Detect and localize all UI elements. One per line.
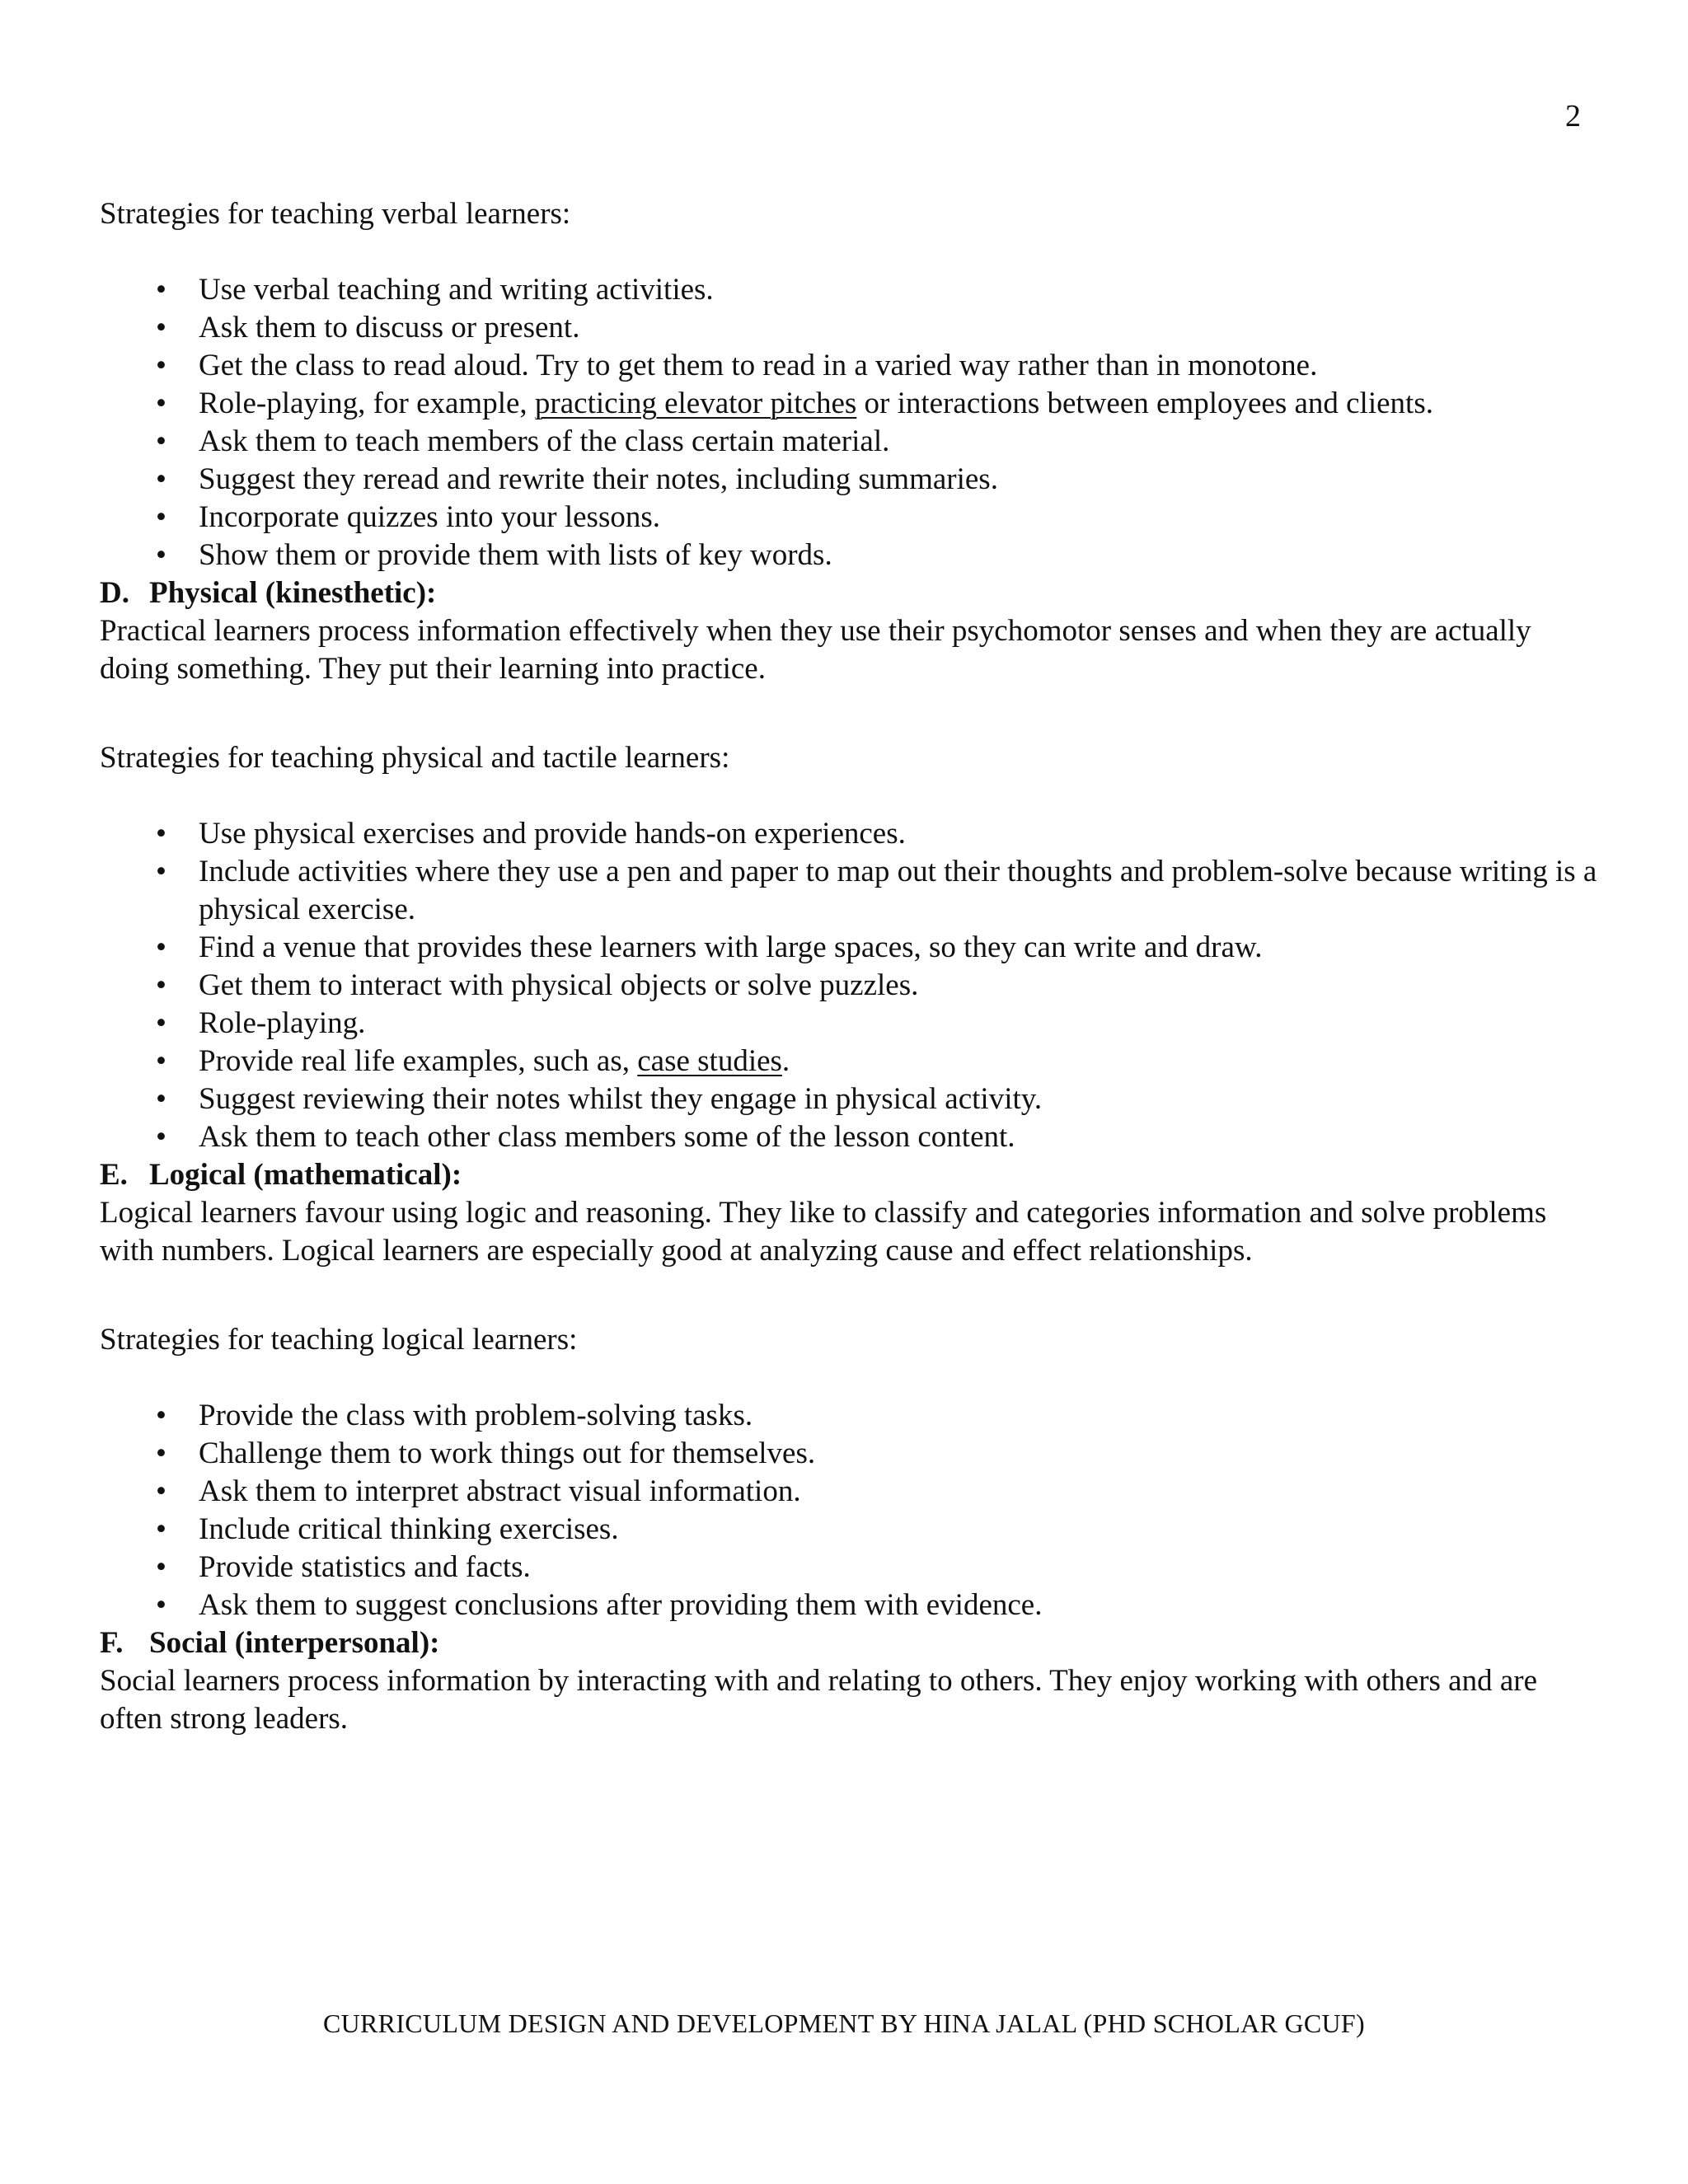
- list-item: • Show them or provide them with lists of key words.: [100, 537, 1600, 574]
- section-letter: D.: [100, 576, 129, 610]
- bullet-icon: •: [156, 1512, 166, 1546]
- bullet-icon: •: [156, 500, 166, 534]
- list-item: • Role-playing, for example, practicing elevator pitches or interactions between employees and clients.: [100, 385, 1600, 423]
- list-item: • Find a venue that provides these learners with large spaces, so they can write and draw.: [100, 929, 1600, 967]
- section-title: Logical (mathematical):: [149, 1158, 462, 1192]
- list-item: • Include critical thinking exercises.: [100, 1511, 1600, 1549]
- list-item: • Ask them to teach members of the class certain material.: [100, 423, 1600, 461]
- list-item: • Ask them to suggest conclusions after providing them with evidence.: [100, 1586, 1600, 1624]
- bullet-icon: •: [156, 1436, 166, 1470]
- section-title: Social (interpersonal):: [149, 1626, 440, 1660]
- verbal-strategies-intro: Strategies for teaching verbal learners:: [100, 197, 571, 231]
- list-item: • Role-playing.: [100, 1005, 1600, 1043]
- bullet-icon: •: [156, 349, 166, 382]
- bullet-icon: •: [156, 387, 166, 420]
- bullet-icon: •: [156, 817, 166, 851]
- page-content: [100, 195, 1600, 1738]
- list-item: • Challenge them to work things out for themselves.: [100, 1435, 1600, 1473]
- bullet-icon: •: [156, 1550, 166, 1584]
- section-letter: F.: [100, 1626, 124, 1660]
- physical-strategies-list: [100, 815, 1600, 1156]
- bullet-icon: •: [156, 1120, 166, 1154]
- list-item: • Use physical exercises and provide hands-on experiences.: [100, 815, 1600, 853]
- bullet-icon: •: [156, 1474, 166, 1508]
- logical-strategies-intro: Strategies for teaching logical learners:: [100, 1323, 578, 1357]
- bullet-icon: •: [156, 855, 166, 888]
- logical-description: Logical learners favour using logic and reasoning. They like to classify and categories information and solve problems with numbers. Logical learners are especially good at analyzing cause and effect relationships.: [100, 1196, 1547, 1268]
- section-title: Physical (kinesthetic):: [149, 576, 437, 610]
- section-heading-physical: [100, 574, 1600, 612]
- list-item: • Incorporate quizzes into your lessons.: [100, 499, 1600, 537]
- section-letter: E.: [100, 1158, 128, 1192]
- bullet-icon: •: [156, 311, 166, 344]
- section-heading-social: [100, 1624, 1600, 1662]
- social-description: Social learners process information by interacting with and relating to others. They enjoy working with others and are often strong leaders.: [100, 1664, 1538, 1736]
- list-item: • Use verbal teaching and writing activities.: [100, 271, 1600, 309]
- list-item: • Ask them to discuss or present.: [100, 309, 1600, 347]
- page-number: 2: [1565, 99, 1581, 134]
- verbal-strategies-list: [100, 271, 1600, 574]
- case-studies-link[interactable]: case studies: [637, 1044, 782, 1078]
- section-heading-logical: [100, 1156, 1600, 1194]
- bullet-icon: •: [156, 1006, 166, 1040]
- list-item: • Include activities where they use a pen and paper to map out their thoughts and problem-solve because writing is a physical exercise.: [156, 855, 1597, 926]
- bullet-icon: •: [156, 273, 166, 307]
- page-footer: CURRICULUM DESIGN AND DEVELOPMENT BY HINA JALAL (PHD SCHOLAR GCUF): [322, 2008, 1365, 2038]
- bullet-icon: •: [156, 1399, 166, 1432]
- bullet-icon: •: [156, 424, 166, 458]
- elevator-pitches-link[interactable]: practicing elevator pitches: [534, 387, 857, 420]
- list-item: • Get the class to read aloud. Try to get them to read in a varied way rather than in monotone.: [100, 347, 1600, 385]
- physical-strategies-intro: Strategies for teaching physical and tactile learners:: [100, 741, 730, 775]
- list-item: • Suggest reviewing their notes whilst they engage in physical activity.: [100, 1080, 1600, 1118]
- bullet-icon: •: [156, 538, 166, 572]
- bullet-icon: •: [156, 930, 166, 964]
- list-item: • Provide the class with problem-solving tasks.: [100, 1397, 1600, 1435]
- list-item: • Provide statistics and facts.: [100, 1549, 1600, 1586]
- list-item: • Get them to interact with physical objects or solve puzzles.: [100, 967, 1600, 1005]
- list-item: • Ask them to interpret abstract visual information.: [100, 1473, 1600, 1511]
- logical-strategies-list: [100, 1397, 1600, 1624]
- bullet-icon: •: [156, 968, 166, 1002]
- bullet-icon: •: [156, 1044, 166, 1078]
- list-item: • Suggest they reread and rewrite their notes, including summaries.: [100, 461, 1600, 499]
- bullet-icon: •: [156, 462, 166, 496]
- list-item: • Provide real life examples, such as, case studies.: [100, 1043, 1600, 1080]
- physical-description: Practical learners process information effectively when they use their psychomotor senses and when they are actually doing something. They put their learning into practice.: [100, 614, 1531, 686]
- list-item: • Ask them to teach other class members some of the lesson content.: [100, 1118, 1600, 1156]
- bullet-icon: •: [156, 1588, 166, 1622]
- bullet-icon: •: [156, 1082, 166, 1116]
